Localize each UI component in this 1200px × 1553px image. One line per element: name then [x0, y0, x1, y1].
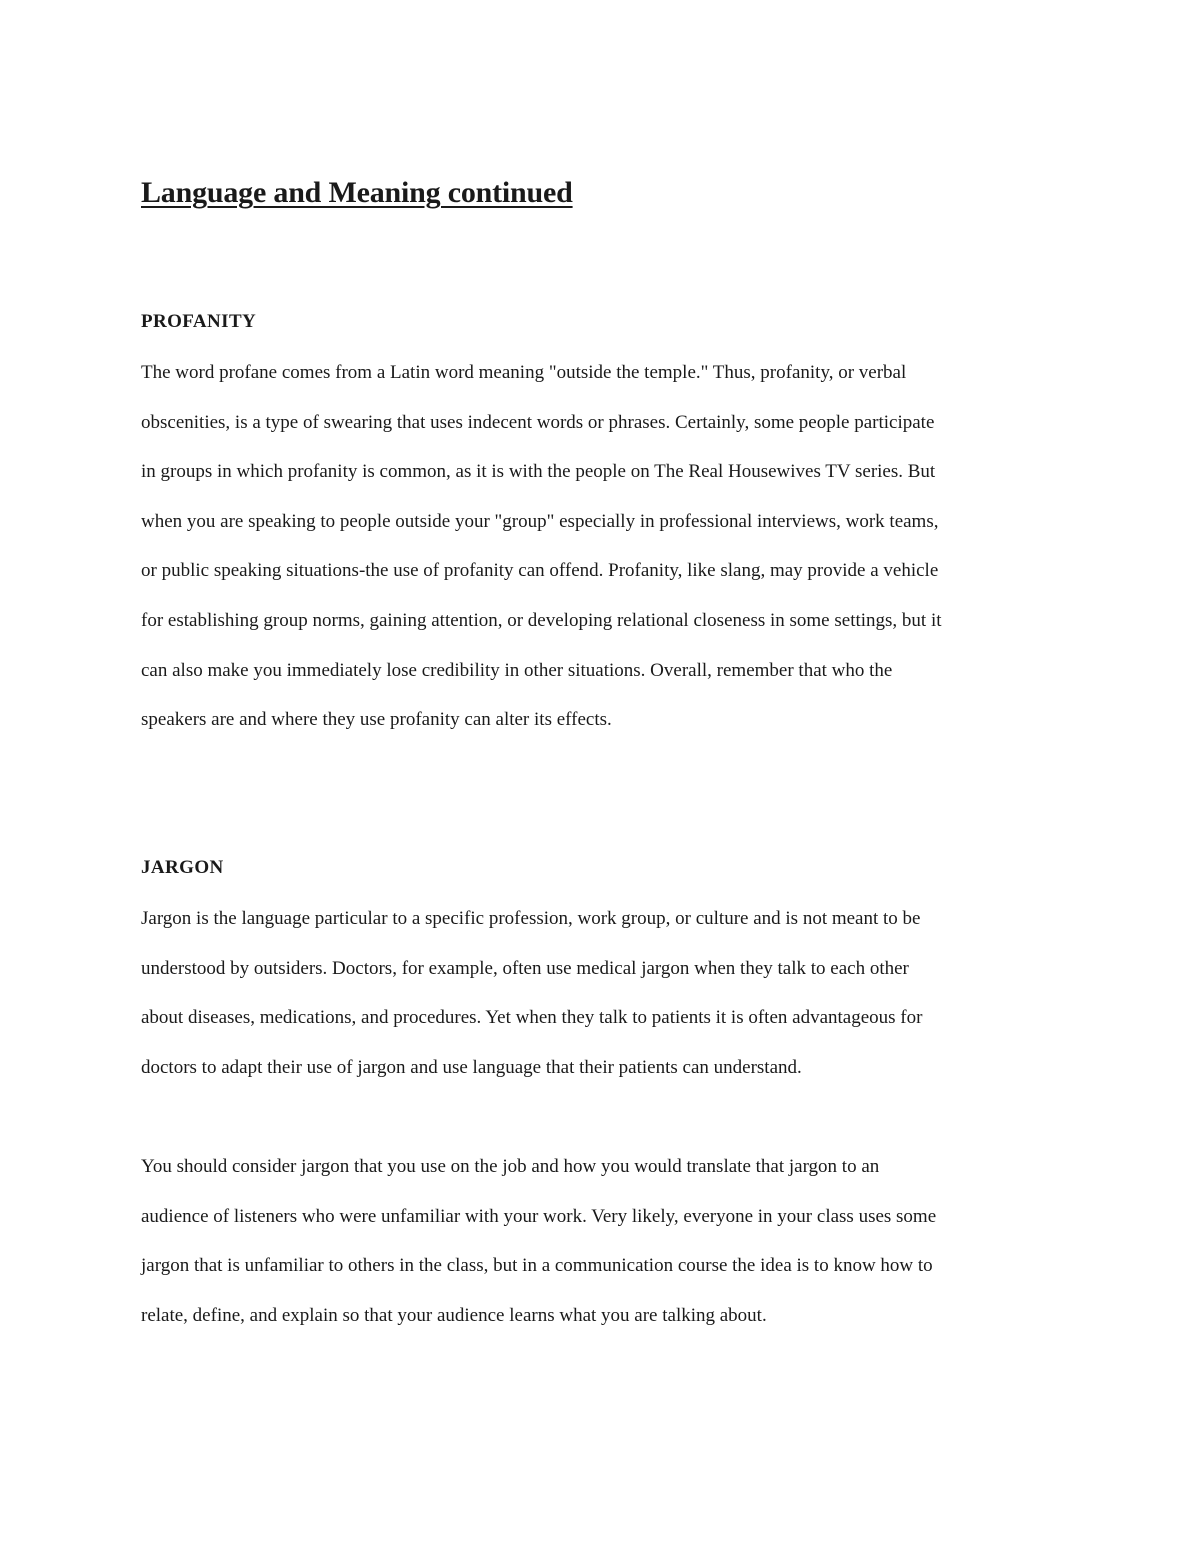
text-line: Jargon is the language particular to a specific profession, work group, or culture and is not meant to be: [141, 908, 921, 929]
section-heading-jargon: JARGON: [141, 857, 224, 878]
text-line: understood by outsiders. Doctors, for example, often use medical jargon when they talk to each other: [141, 957, 909, 979]
text-line: or public speaking situations-the use of profanity can offend. Profanity, like slang, may provide a vehicle: [141, 560, 939, 582]
text-line: doctors to adapt their use of jargon and use language that their patients can understand.: [141, 1056, 802, 1078]
text-line: obscenities, is a type of swearing that uses indecent words or phrases. Certainly, some people participate: [141, 411, 935, 433]
paragraph-jargon-advice: [141, 1142, 1071, 1340]
page-title: Language and Meaning continued: [141, 176, 573, 209]
text-line: about diseases, medications, and procedures. Yet when they talk to patients it is often advantageous for: [141, 1007, 923, 1029]
text-line: when you are speaking to people outside your "group" especially in professional interviews, work teams,: [141, 510, 939, 532]
text-line: speakers are and where they use profanity can alter its effects.: [141, 709, 612, 731]
text-line: for establishing group norms, gaining attention, or developing relational closeness in some settings, but it: [141, 609, 942, 631]
text-line: relate, define, and explain so that your audience learns what you are talking about.: [141, 1304, 767, 1326]
paragraph-profanity: [141, 348, 1071, 745]
text-line: audience of listeners who were unfamiliar with your work. Very likely, everyone in your class uses some: [141, 1205, 937, 1227]
text-line: The word profane comes from a Latin word meaning "outside the temple." Thus, profanity, or verbal: [141, 362, 907, 383]
text-line: jargon that is unfamiliar to others in the class, but in a communication course the idea is to know how to: [141, 1255, 933, 1277]
text-line: in groups in which profanity is common, as it is with the people on The Real Housewives TV series. But: [141, 461, 936, 483]
paragraph-jargon-definition: [141, 894, 1071, 1092]
text-line: You should consider jargon that you use on the job and how you would translate that jargon to an: [141, 1156, 880, 1177]
section-heading-profanity: PROFANITY: [141, 311, 257, 332]
text-line: can also make you immediately lose credibility in other situations. Overall, remember that who the: [141, 659, 893, 681]
